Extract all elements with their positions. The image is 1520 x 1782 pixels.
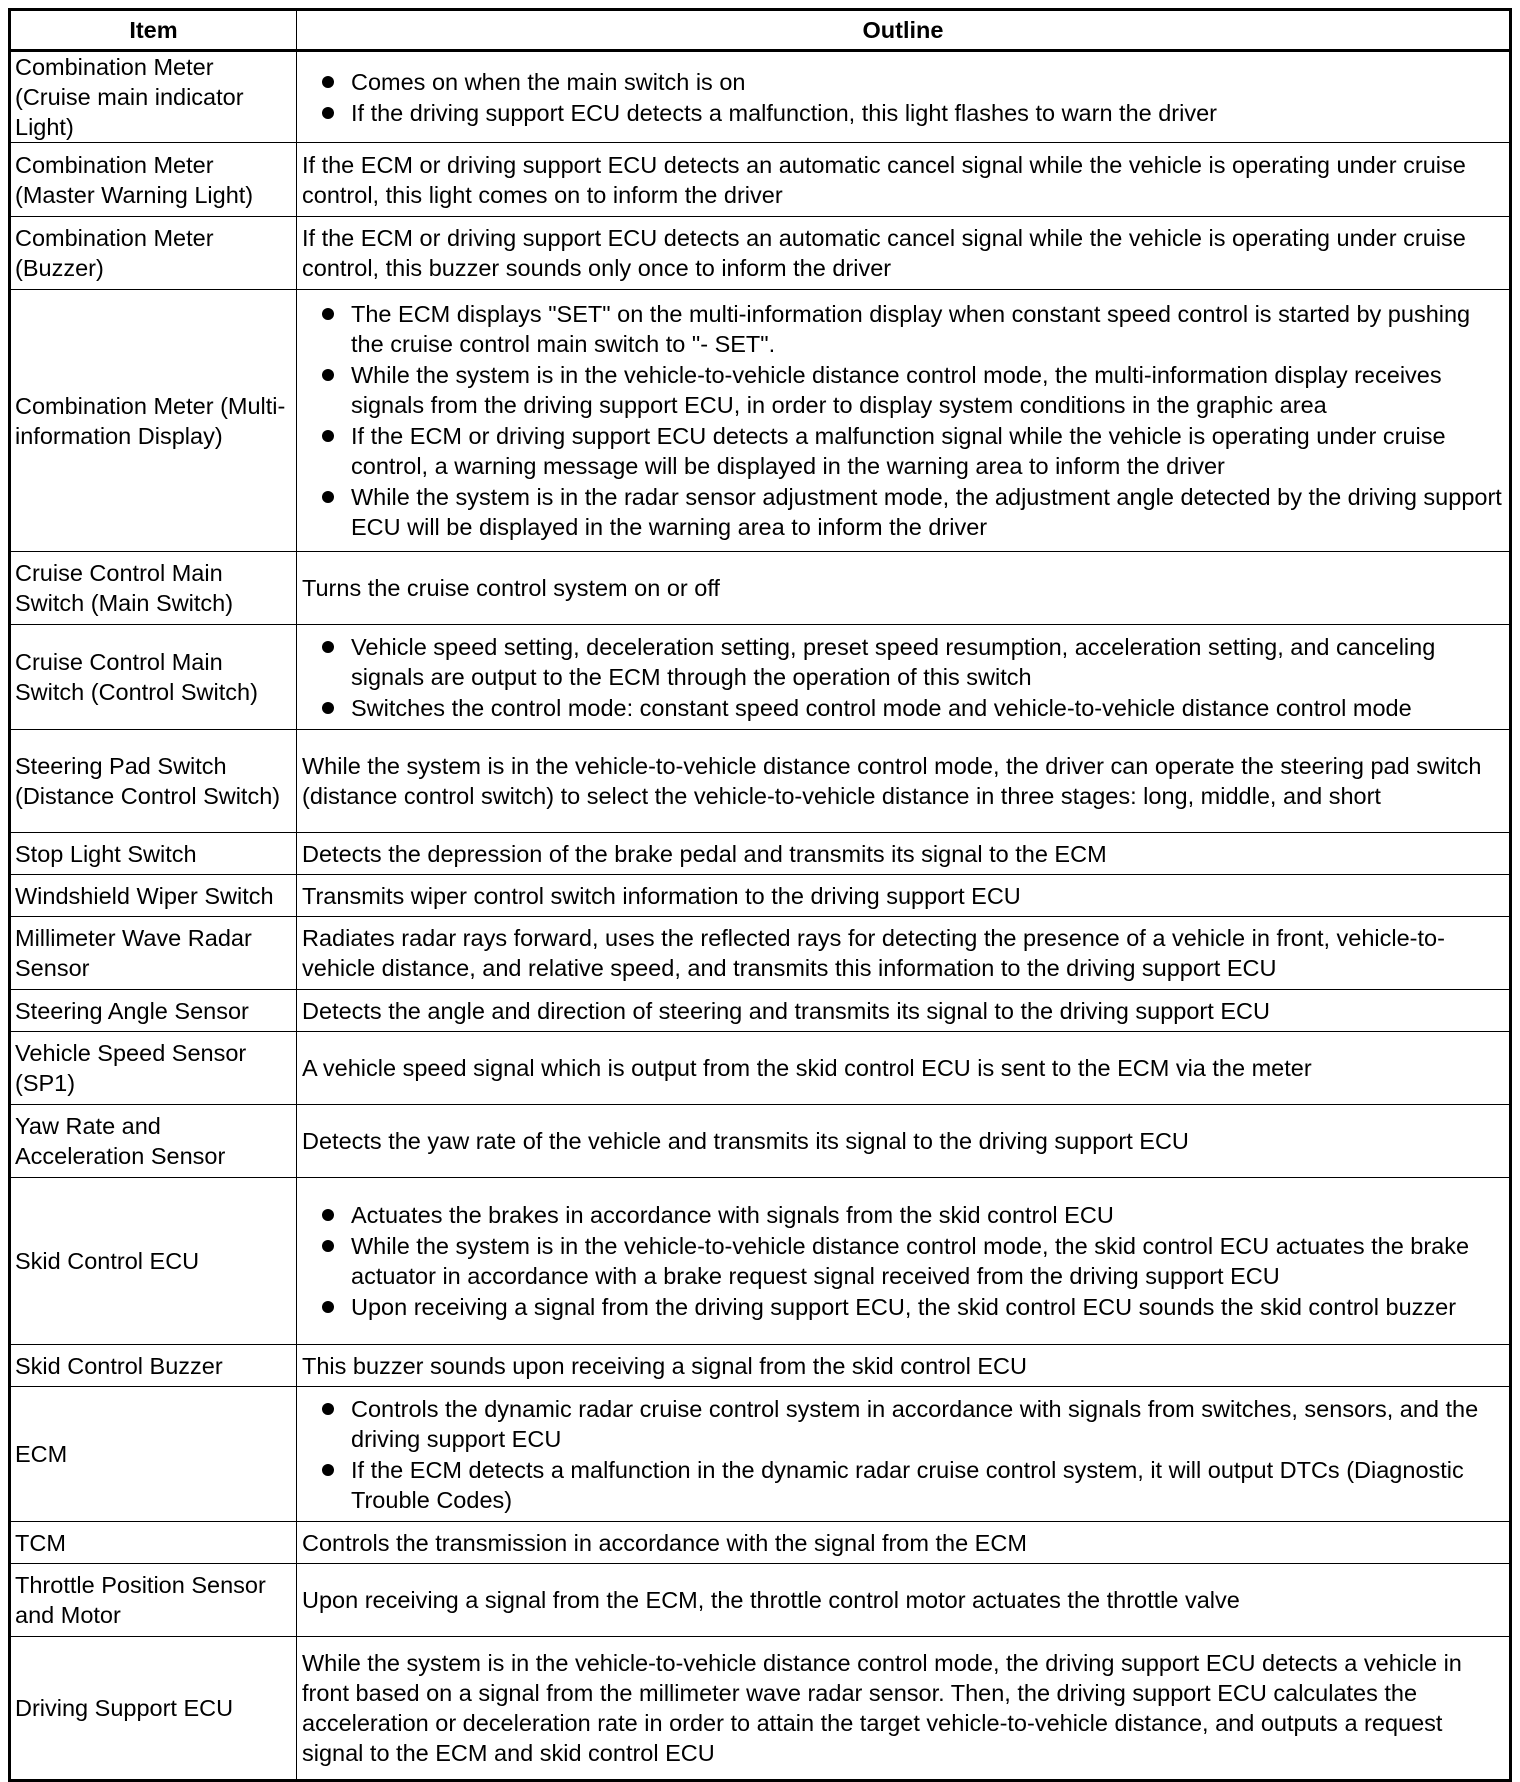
item-cell: Combination Meter (Multi-information Display) xyxy=(10,290,297,552)
table-row xyxy=(10,217,1511,290)
bullet-item: If the ECM or driving support ECU detects a malfunction signal while the vehicle is operating under cruise control, a warning message will be displayed in the warning area to inform the driver xyxy=(302,421,1504,481)
item-cell: Cruise Control Main Switch (Main Switch) xyxy=(10,552,297,625)
outline-cell xyxy=(297,51,1511,143)
item-cell: TCM xyxy=(10,1522,297,1564)
item-cell: Skid Control ECU xyxy=(10,1178,297,1345)
item-cell: Stop Light Switch xyxy=(10,833,297,875)
table-row xyxy=(10,1178,1511,1345)
table-row xyxy=(10,1564,1511,1637)
outline-cell: This buzzer sounds upon receiving a signal from the skid control ECU xyxy=(297,1345,1511,1387)
outline-cell: Detects the angle and direction of steering and transmits its signal to the driving support ECU xyxy=(297,990,1511,1032)
outline-column-header: Outline xyxy=(297,10,1511,51)
bullet-item: While the system is in the radar sensor adjustment mode, the adjustment angle detected by the driving support ECU will be displayed in the warning area to inform the driver xyxy=(302,482,1504,542)
table-row xyxy=(10,51,1511,143)
item-cell: Vehicle Speed Sensor (SP1) xyxy=(10,1032,297,1105)
bullet-item: Upon receiving a signal from the driving support ECU, the skid control ECU sounds the skid control buzzer xyxy=(302,1292,1504,1322)
item-cell: Steering Pad Switch (Distance Control Switch) xyxy=(10,730,297,833)
item-cell: Throttle Position Sensor and Motor xyxy=(10,1564,297,1637)
table-row xyxy=(10,552,1511,625)
outline-cell: Detects the yaw rate of the vehicle and transmits its signal to the driving support ECU xyxy=(297,1105,1511,1178)
bullet-item: If the ECM detects a malfunction in the dynamic radar cruise control system, it will output DTCs (Diagnostic Trouble Codes) xyxy=(302,1455,1504,1515)
bullet-item: Switches the control mode: constant speed control mode and vehicle-to-vehicle distance control mode xyxy=(302,693,1504,723)
table-row xyxy=(10,1032,1511,1105)
item-cell: Skid Control Buzzer xyxy=(10,1345,297,1387)
component-outline-table xyxy=(8,8,1512,1782)
bullet-item: If the driving support ECU detects a malfunction, this light flashes to warn the driver xyxy=(302,98,1504,128)
bullet-item: While the system is in the vehicle-to-vehicle distance control mode, the multi-information display receives signals from the driving support ECU, in order to display system conditions in the graphic area xyxy=(302,360,1504,420)
item-cell: Steering Angle Sensor xyxy=(10,990,297,1032)
table-row xyxy=(10,730,1511,833)
item-column-header: Item xyxy=(10,10,297,51)
outline-cell xyxy=(297,1178,1511,1345)
item-cell: Millimeter Wave Radar Sensor xyxy=(10,917,297,990)
table-row xyxy=(10,1105,1511,1178)
table-row xyxy=(10,1387,1511,1522)
table-row xyxy=(10,917,1511,990)
header-row xyxy=(10,10,1511,51)
outline-cell: If the ECM or driving support ECU detects an automatic cancel signal while the vehicle is operating under cruise control, this buzzer sounds only once to inform the driver xyxy=(297,217,1511,290)
outline-cell: Radiates radar rays forward, uses the reflected rays for detecting the presence of a vehicle in front, vehicle-to-vehicle distance, and relative speed, and transmits this information to the driving support ECU xyxy=(297,917,1511,990)
outline-cell: A vehicle speed signal which is output from the skid control ECU is sent to the ECM via the meter xyxy=(297,1032,1511,1105)
bullet-item: While the system is in the vehicle-to-vehicle distance control mode, the skid control ECU actuates the brake actuator in accordance with a brake request signal received from the driving support ECU xyxy=(302,1231,1504,1291)
table-row xyxy=(10,1637,1511,1781)
item-cell: Combination Meter (Master Warning Light) xyxy=(10,143,297,217)
item-cell: Combination Meter (Buzzer) xyxy=(10,217,297,290)
outline-cell: Transmits wiper control switch information to the driving support ECU xyxy=(297,875,1511,917)
outline-cell xyxy=(297,625,1511,730)
item-cell: Windshield Wiper Switch xyxy=(10,875,297,917)
bullet-item: Actuates the brakes in accordance with signals from the skid control ECU xyxy=(302,1200,1504,1230)
outline-cell: Turns the cruise control system on or off xyxy=(297,552,1511,625)
bullet-item: Vehicle speed setting, deceleration setting, preset speed resumption, acceleration setting, and canceling signals are output to the ECM through the operation of this switch xyxy=(302,632,1504,692)
outline-cell: While the system is in the vehicle-to-vehicle distance control mode, the driving support ECU detects a vehicle in front based on a signal from the millimeter wave radar sensor. Then, the driving support ECU calculates the acceleration or deceleration rate in order to attain the target vehicle-to-vehicle distance, and outputs a request signal to the ECM and skid control ECU xyxy=(297,1637,1511,1781)
table-row xyxy=(10,875,1511,917)
table-row xyxy=(10,1522,1511,1564)
item-cell: Combination Meter (Cruise main indicator Light) xyxy=(10,51,297,143)
table-row xyxy=(10,833,1511,875)
outline-cell: If the ECM or driving support ECU detects an automatic cancel signal while the vehicle is operating under cruise control, this light comes on to inform the driver xyxy=(297,143,1511,217)
item-cell: ECM xyxy=(10,1387,297,1522)
outline-cell: While the system is in the vehicle-to-vehicle distance control mode, the driver can operate the steering pad switch (distance control switch) to select the vehicle-to-vehicle distance in three stages: long, middle, and short xyxy=(297,730,1511,833)
outline-cell xyxy=(297,1387,1511,1522)
table-row xyxy=(10,1345,1511,1387)
table-row xyxy=(10,625,1511,730)
table-row xyxy=(10,290,1511,552)
outline-cell xyxy=(297,290,1511,552)
item-cell: Yaw Rate and Acceleration Sensor xyxy=(10,1105,297,1178)
table-row xyxy=(10,990,1511,1032)
outline-cell: Controls the transmission in accordance with the signal from the ECM xyxy=(297,1522,1511,1564)
bullet-item: Comes on when the main switch is on xyxy=(302,67,1504,97)
item-cell: Cruise Control Main Switch (Control Switch) xyxy=(10,625,297,730)
table-row xyxy=(10,143,1511,217)
outline-cell: Detects the depression of the brake pedal and transmits its signal to the ECM xyxy=(297,833,1511,875)
bullet-item: Controls the dynamic radar cruise control system in accordance with signals from switches, sensors, and the driving support ECU xyxy=(302,1394,1504,1454)
item-cell: Driving Support ECU xyxy=(10,1637,297,1781)
outline-cell: Upon receiving a signal from the ECM, the throttle control motor actuates the throttle valve xyxy=(297,1564,1511,1637)
bullet-item: The ECM displays "SET" on the multi-information display when constant speed control is started by pushing the cruise control main switch to "- SET". xyxy=(302,299,1504,359)
